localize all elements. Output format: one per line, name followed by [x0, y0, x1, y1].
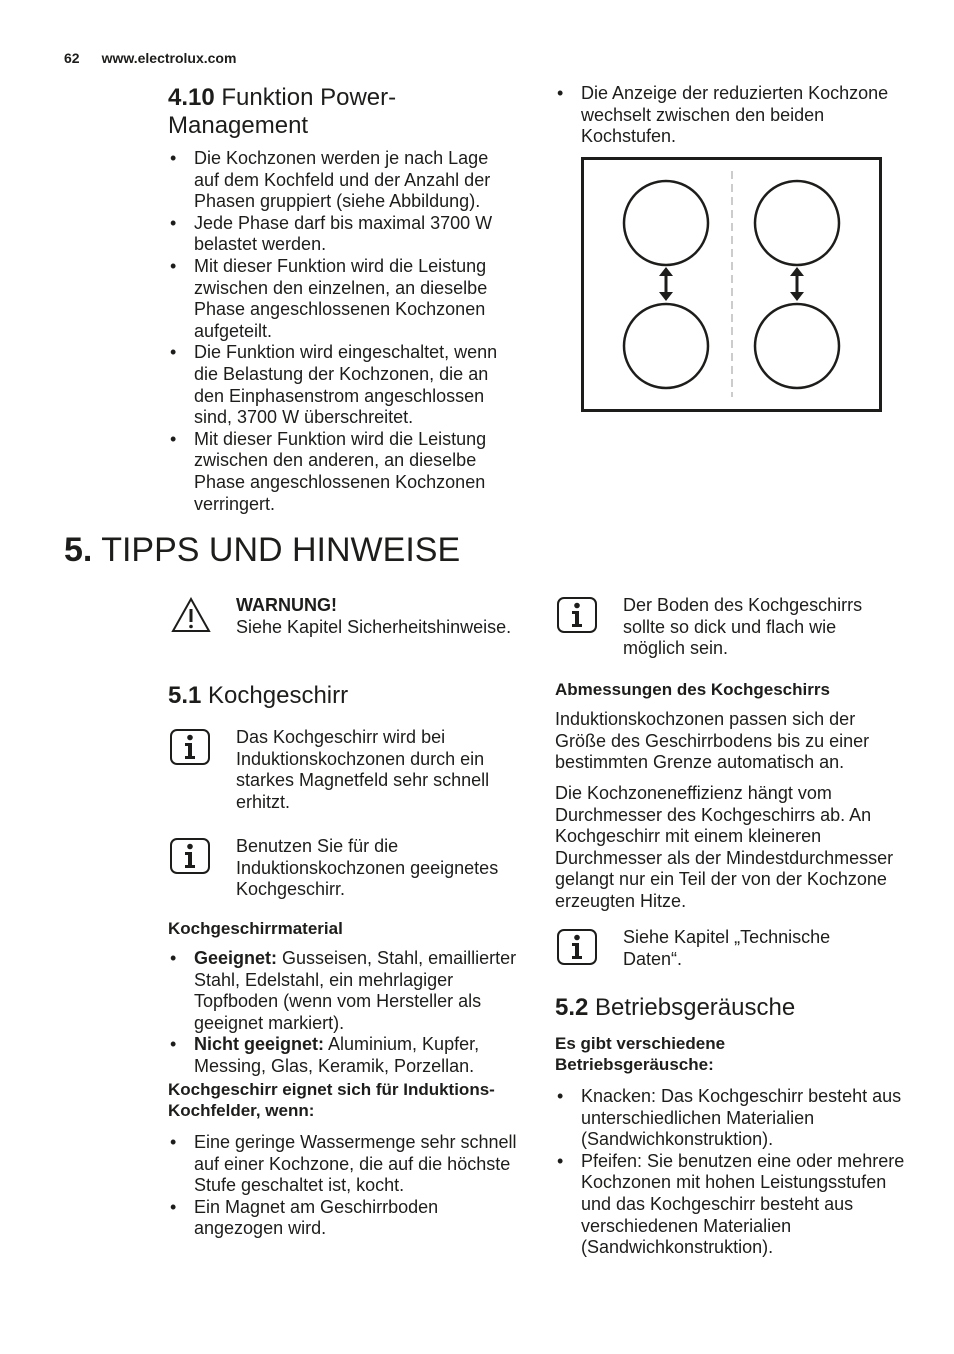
material-heading: Kochgeschirrmaterial — [168, 919, 343, 938]
info-suitable-cookware: Benutzen Sie für die Induktionskochzonen geeignetes Kochgeschirr. — [236, 836, 499, 900]
info-technical-data: Siehe Kapitel „Technische Daten“. — [623, 927, 831, 969]
suitable-text: Gusseisen, Stahl, emaillierter Stahl, Edelstahl, ein mehrlagiger Topfboden (wenn vom Hersteller als geeignet markiert). — [194, 948, 517, 1033]
section-number: 5.2 — [555, 994, 589, 1021]
material-list — [168, 948, 518, 1078]
page-number: 62 — [64, 50, 80, 66]
header-url: www.electrolux.com — [101, 50, 237, 66]
warning-block — [236, 595, 516, 638]
info-icon — [557, 597, 597, 633]
suited-list — [168, 1132, 520, 1240]
page-header — [64, 50, 236, 66]
dimensions-paragraph-2: Die Kochzoneneffizienz hängt vom Durchmesser des Kochgeschirrs ab. An Kochgeschirr mit einem kleineren Durchmesser als der Mindestdurchmesser gelangt nur ein Teil der von der Kochzone erzeugten Hitze. — [555, 783, 894, 911]
unsuitable-label: Nicht geeignet: — [194, 1034, 325, 1055]
info-cookware-base: Der Boden des Kochgeschirrs sollte so dick und flach wie möglich sein. — [623, 595, 863, 659]
info-icon — [170, 729, 210, 765]
chapter-title: TIPPS UND HINWEISE — [101, 531, 461, 569]
list-item: • Jede Phase darf bis maximal 3700 W belastet werden. — [168, 213, 518, 256]
noises-subheading: Es gibt verschiedene Betriebsgeräusche: — [555, 1034, 726, 1074]
list-item — [168, 1034, 518, 1077]
list-item: • Pfeifen: Sie benutzen eine oder mehrere Kochzonen mit hohen Leistungsstufen und das Kochgeschirr besteht aus verschiedenen Materialien (Sandwichkonstruktion). — [555, 1151, 907, 1259]
dimensions-paragraph-1: Induktionskochzonen passen sich der Größe des Geschirrbodens bis zu einer bestimmten Grenze automatisch an. — [555, 709, 870, 773]
chapter-number: 5. — [64, 531, 93, 569]
section-number: 4.10 — [168, 84, 215, 111]
hob-phase-diagram — [581, 157, 883, 413]
list-item: • Knacken: Das Kochgeschirr besteht aus unterschiedlichen Materialien (Sandwichkonstruktion). — [555, 1086, 907, 1151]
section-title: Kochgeschirr — [208, 682, 349, 709]
suitable-label: Geeignet: — [194, 948, 278, 968]
list-item: • Eine geringe Wassermenge sehr schnell auf einer Kochzone, die auf die höchste Stufe geschaltet ist, kocht. — [168, 1132, 520, 1197]
list-item: • Ein Magnet am Geschirrboden angezogen wird. — [168, 1197, 520, 1240]
unsuitable-text: Aluminium, Kupfer, Messing, Glas, Keramik, Porzellan. — [194, 1034, 480, 1076]
section-title-cont: Management — [168, 112, 309, 139]
power-management-list — [168, 148, 518, 515]
section-5-2-heading — [555, 994, 905, 1022]
list-item — [168, 948, 518, 1034]
section-4-10-heading — [168, 84, 518, 140]
noises-list — [555, 1086, 907, 1259]
section-number: 5.1 — [168, 682, 202, 709]
chapter-5-heading — [64, 530, 764, 570]
section-5-1-heading — [168, 682, 518, 710]
list-item: • Mit dieser Funktion wird die Leistung zwischen den anderen, an dieselbe Phase angeschlossenen Kochzonen verringert. — [168, 429, 518, 515]
suited-heading: Kochgeschirr eignet sich für Induktions-Kochfelder, wenn: — [168, 1080, 495, 1120]
list-item: • Die Kochzonen werden je nach Lage auf dem Kochfeld und der Anzahl der Phasen gruppiert (siehe Abbildung). — [168, 148, 518, 213]
section-title: Betriebsgeräusche — [595, 994, 796, 1021]
display-note-list — [555, 83, 905, 148]
warning-icon — [171, 597, 211, 633]
info-icon — [170, 838, 210, 874]
info-icon — [557, 929, 597, 965]
warning-title: WARNUNG! — [236, 595, 337, 615]
list-item: • Mit dieser Funktion wird die Leistung zwischen den einzelnen, an dieselbe Phase angeschlossenen Kochzonen aufgeteilt. — [168, 256, 518, 342]
section-title: Funktion Power- — [221, 84, 397, 111]
warning-text: Siehe Kapitel Sicherheitshinweise. — [236, 616, 512, 637]
list-item: • Die Funktion wird eingeschaltet, wenn die Belastung der Kochzonen, die an den Einphasenstrom angeschlossen sind, 3700 W überschreitet. — [168, 342, 518, 428]
info-cookware-magnet: Das Kochgeschirr wird bei Induktionskochzonen durch ein starkes Magnetfeld sehr schnell erhitzt. — [236, 727, 490, 812]
dimensions-heading: Abmessungen des Kochgeschirrs — [555, 680, 830, 699]
list-item: • Die Anzeige der reduzierten Kochzone wechselt zwischen den beiden Kochstufen. — [555, 83, 905, 148]
